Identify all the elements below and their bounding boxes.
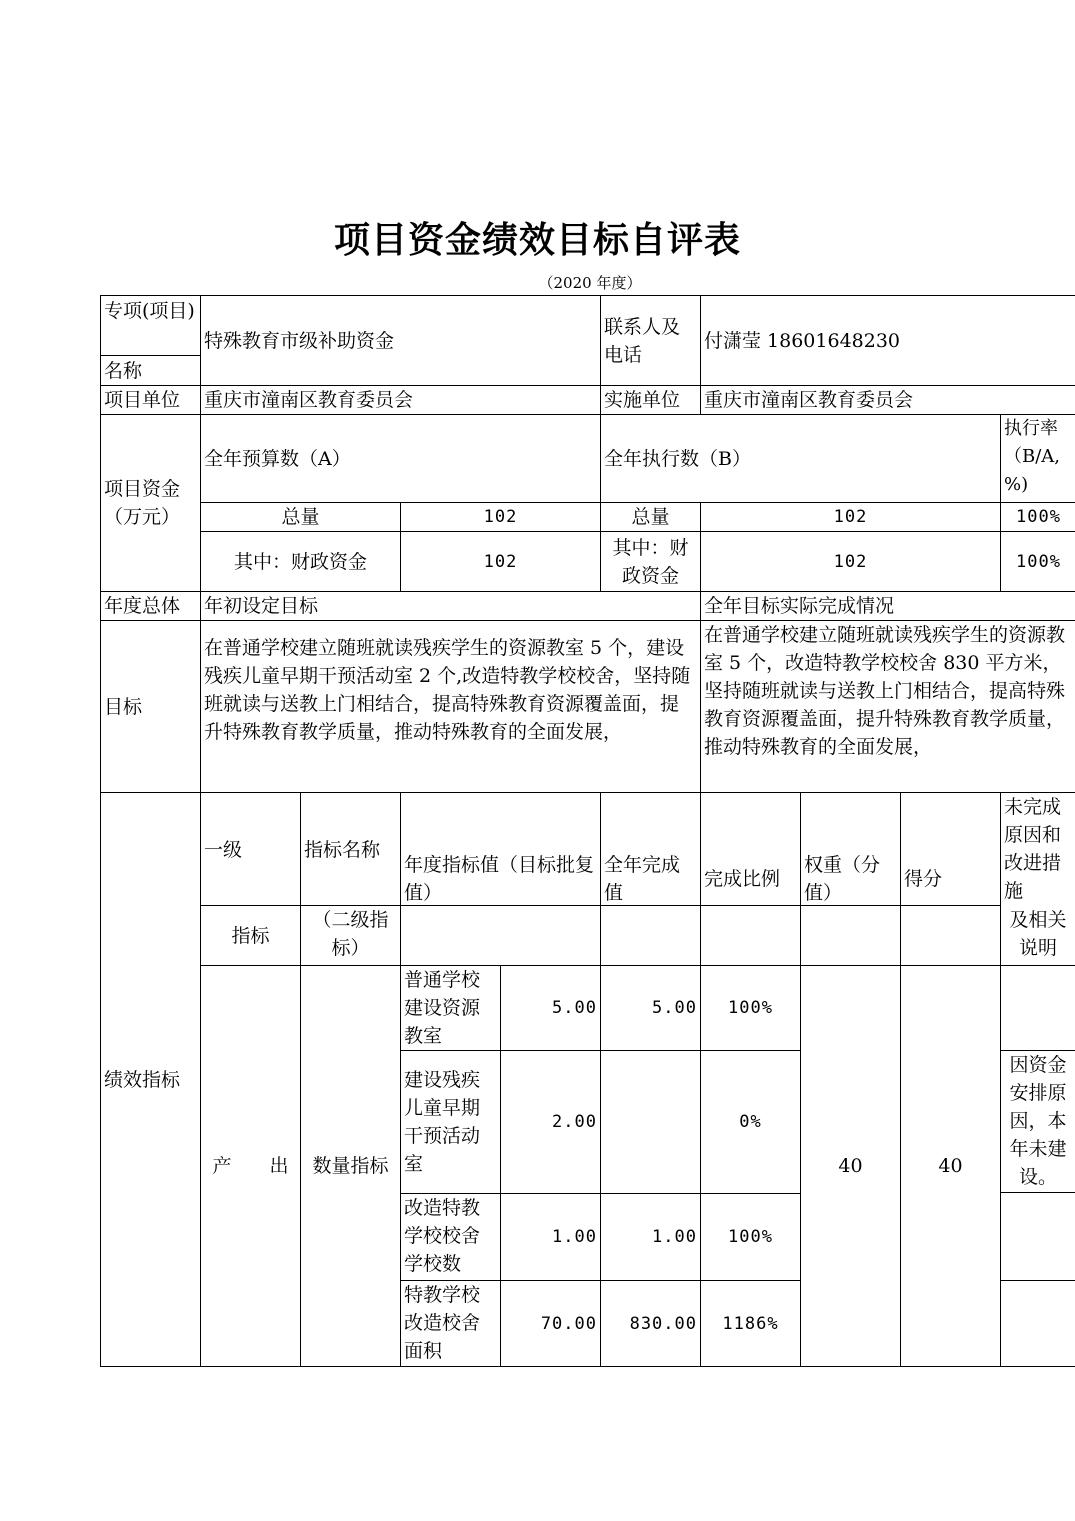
header-annual-done: 全年完成值 [604,854,681,904]
label-annual-goal: 年度总体 [104,595,181,617]
value-impl-unit: 重庆市潼南区教育委员会 [704,389,914,411]
indicator-done: 5.00 [652,998,697,1018]
indicator-name: 普通学校建设资源教室 [404,969,481,1047]
value-fiscal-a: 102 [483,551,518,572]
label-fiscal-a: 其中：财政资金 [233,550,367,573]
header-weight: 权重（分值） [804,854,881,904]
label-project-name-2: 名称 [104,360,143,382]
label-funds: 项目资金（万元） [104,478,181,528]
label-project-name: 专项(项目) [104,300,195,322]
label-fiscal-b: 其中：财政资金 [612,536,689,587]
value-total-b: 102 [833,507,868,527]
value-unit: 重庆市潼南区教育委员会 [204,389,414,411]
value-total-rate: 100% [1016,507,1061,527]
label-exec-rate: 执行率（B/A, %) [1004,418,1061,495]
label-budget-a: 全年预算数（A） [204,447,351,470]
value-actual-goal: 在普通学校建立随班就读残疾学生的资源教室 5 个，改造特教学校校舍 830 平方米，坚持随班就读与送教上门相结合，提高特殊教育资源覆盖面，提升特殊教育教学质量，推动特殊教育的全面发展， [704,624,1066,758]
header-level1: 一级 [204,839,243,861]
indicator-reason: 因资金安排原因，本年未建设。 [1009,1054,1067,1188]
header-reason: 未完成原因和改进措施 [1004,796,1062,902]
document-title: 项目资金绩效目标自评表 [333,219,741,261]
grid-line [100,355,200,356]
label-performance: 绩效指标 [104,1068,181,1091]
indicator-target: 70.00 [540,1313,597,1334]
indicator-reason [1001,966,1075,1050]
indicator-reason [1001,1194,1075,1280]
value-total-a: 102 [483,507,518,527]
value-weight: 40 [838,1155,863,1177]
indicator-name: 建设残疾儿童早期干预活动室 [404,1069,481,1175]
label-total-a: 总量 [281,506,320,528]
indicator-target: 2.00 [552,1112,597,1132]
indicator-ratio: 1186% [722,1313,779,1334]
grid-line [1000,1192,1075,1193]
value-score: 40 [938,1155,963,1177]
label-initial-goal: 年初设定目标 [204,595,319,617]
indicator-done: 830.00 [629,1313,697,1334]
value-initial-goal: 在普通学校建立随班就读残疾学生的资源教室 5 个，建设残疾儿童早期干预活动室 2 个,改造特教学校校舍，坚持随班就读与送教上门相结合，提高特殊教育资源覆盖面，提升特殊教育教学质量，推动特殊教育的全面发展， [204,637,691,743]
value-fiscal-rate: 100% [1016,551,1061,572]
indicator-ratio: 100% [728,998,773,1018]
indicator-target: 1.00 [552,1227,597,1247]
indicator-target: 5.00 [552,998,597,1018]
value-contact: 付潇莹 18601648230 [704,329,901,352]
value-fiscal-b: 102 [833,551,868,572]
label-exec-b: 全年执行数（B） [604,447,751,470]
indicator-done [601,1051,700,1193]
value-project-name: 特殊教育市级补助资金 [204,329,395,352]
label-output-text: 产 出 [212,1155,289,1177]
label-goal: 目标 [104,695,143,718]
indicator-ratio: 100% [728,1227,773,1247]
label-impl-unit: 实施单位 [604,389,681,411]
header-ratio: 完成比例 [704,868,781,890]
header-level1-b: 指标 [231,924,270,947]
header-indicator-name-2: （二级指标） [312,909,389,959]
indicator-ratio: 0% [739,1112,762,1132]
header-annual-target: 年度指标值（目标批复值） [404,854,595,904]
header-indicator-name: 指标名称 [304,839,381,861]
indicator-done: 1.00 [652,1227,697,1247]
label-unit: 项目单位 [104,389,181,411]
grid-line [300,792,301,1366]
header-score: 得分 [904,868,943,890]
indicator-name: 特教学校改造校舍面积 [404,1284,481,1362]
grid-line [100,1366,1075,1367]
indicator-reason [1001,1281,1075,1366]
label-total-b: 总量 [631,506,670,528]
label-actual-goal: 全年目标实际完成情况 [704,595,895,617]
label-quantity: 数量指标 [312,1155,389,1177]
label-contact: 联系人及电话 [604,315,681,366]
indicator-name: 改造特教学校校舍学校数 [404,1197,481,1275]
header-reason-2: 及相关说明 [1009,909,1067,959]
document-subtitle: （2020 年度） [538,274,642,292]
